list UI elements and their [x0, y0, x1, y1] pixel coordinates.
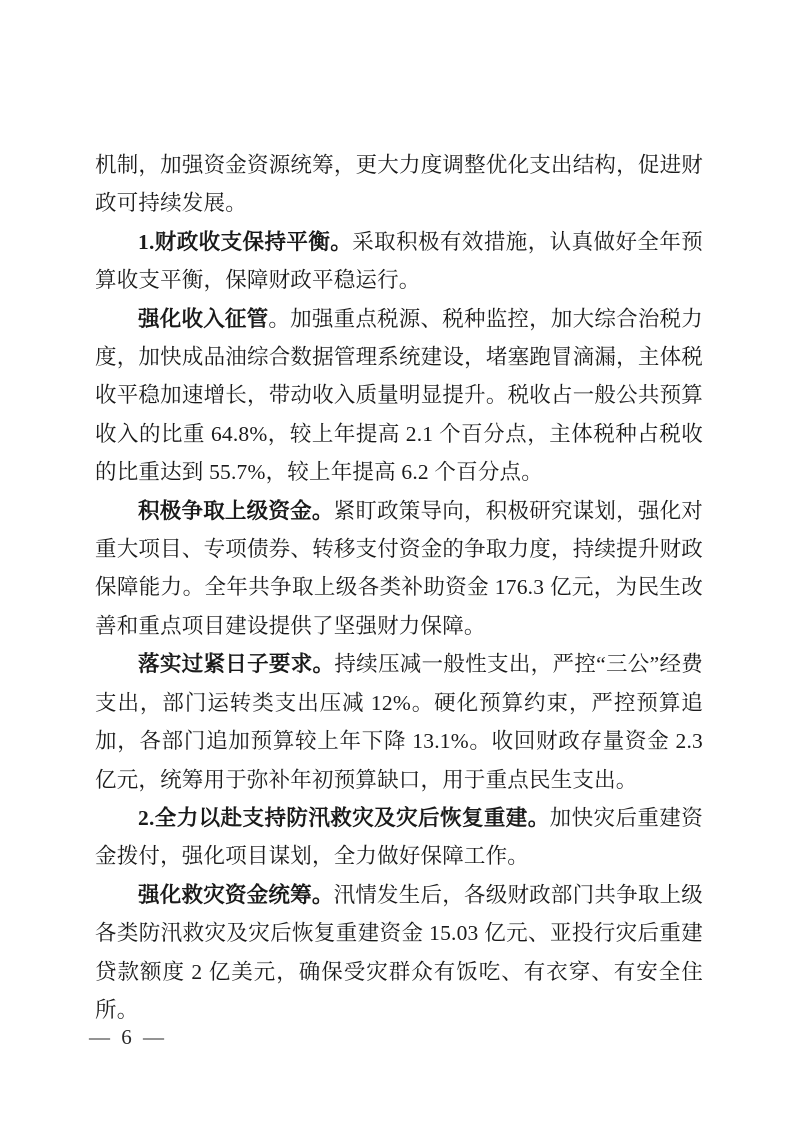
paragraph	[95, 492, 703, 646]
paragraph-heading-run: 2.全力以赴支持防汛救灾及灾后恢复重建。	[138, 805, 550, 830]
paragraph-heading-run: 1.财政收支保持平衡。	[138, 229, 353, 254]
paragraph-heading-run: 落实过紧日子要求。	[138, 652, 335, 677]
paragraph-text-run: 汛情发生后，各级财政部门共争取上级各类防汛救灾及灾后恢复重建资金 15.03 亿元、亚投行灾后重建贷款额度 2 亿美元，确保受灾群众有饭吃、有衣穿、有安全住所。	[95, 882, 703, 1022]
paragraph-heading-run: 积极争取上级资金。	[138, 498, 334, 523]
paragraph-text-run: 持续压减一般性支出，严控“三公”经费支出，部门运转类支出压减 12%。硬化预算约束，严控预算追加，各部门追加预算较上年下降 13.1%。收回财政存量资金 2.3 亿元，统筹用于弥补年初预算缺口，用于重点民生支出。	[95, 652, 703, 792]
paragraph-text-run: 加快灾后重建资金拨付，强化项目谋划，全力做好保障工作。	[95, 805, 703, 869]
paragraph	[95, 876, 703, 1030]
page-number: — 6 —	[89, 1025, 167, 1049]
paragraph-heading-run: 强化救灾资金统筹。	[138, 882, 334, 907]
paragraph-text-run: 机制，加强资金资源统筹，更大力度调整优化支出结构，促进财政可持续发展。	[95, 153, 703, 216]
paragraph	[95, 645, 703, 799]
paragraph	[95, 146, 703, 223]
paragraph-text-run: 紧盯政策导向，积极研究谋划，强化对重大项目、专项债券、转移支付资金的争取力度，持续提升财政保障能力。全年共争取上级各类补助资金 176.3 亿元，为民生改善和重点项目建设提供了坚强财力保障。	[95, 498, 703, 638]
paragraph-text-run: 采取积极有效措施，认真做好全年预算收支平衡，保障财政平稳运行。	[95, 229, 704, 293]
document-body	[95, 146, 703, 1029]
paragraph-heading-run: 强化收入征管	[138, 306, 269, 331]
paragraph	[95, 799, 703, 876]
paragraph	[95, 300, 703, 492]
paragraph-text-run: 。加强重点税源、税种监控，加大综合治税力度，加快成品油综合数据管理系统建设，堵塞跑冒滴漏，主体税收平稳加速增长，带动收入质量明显提升。税收占一般公共预算收入的比重 64.8%，较上年提高 2.1 个百分点，主体税种占税收的比重达到 55.7%，较上年提高 6.2 个百分点。	[95, 306, 703, 485]
paragraph	[95, 223, 703, 300]
